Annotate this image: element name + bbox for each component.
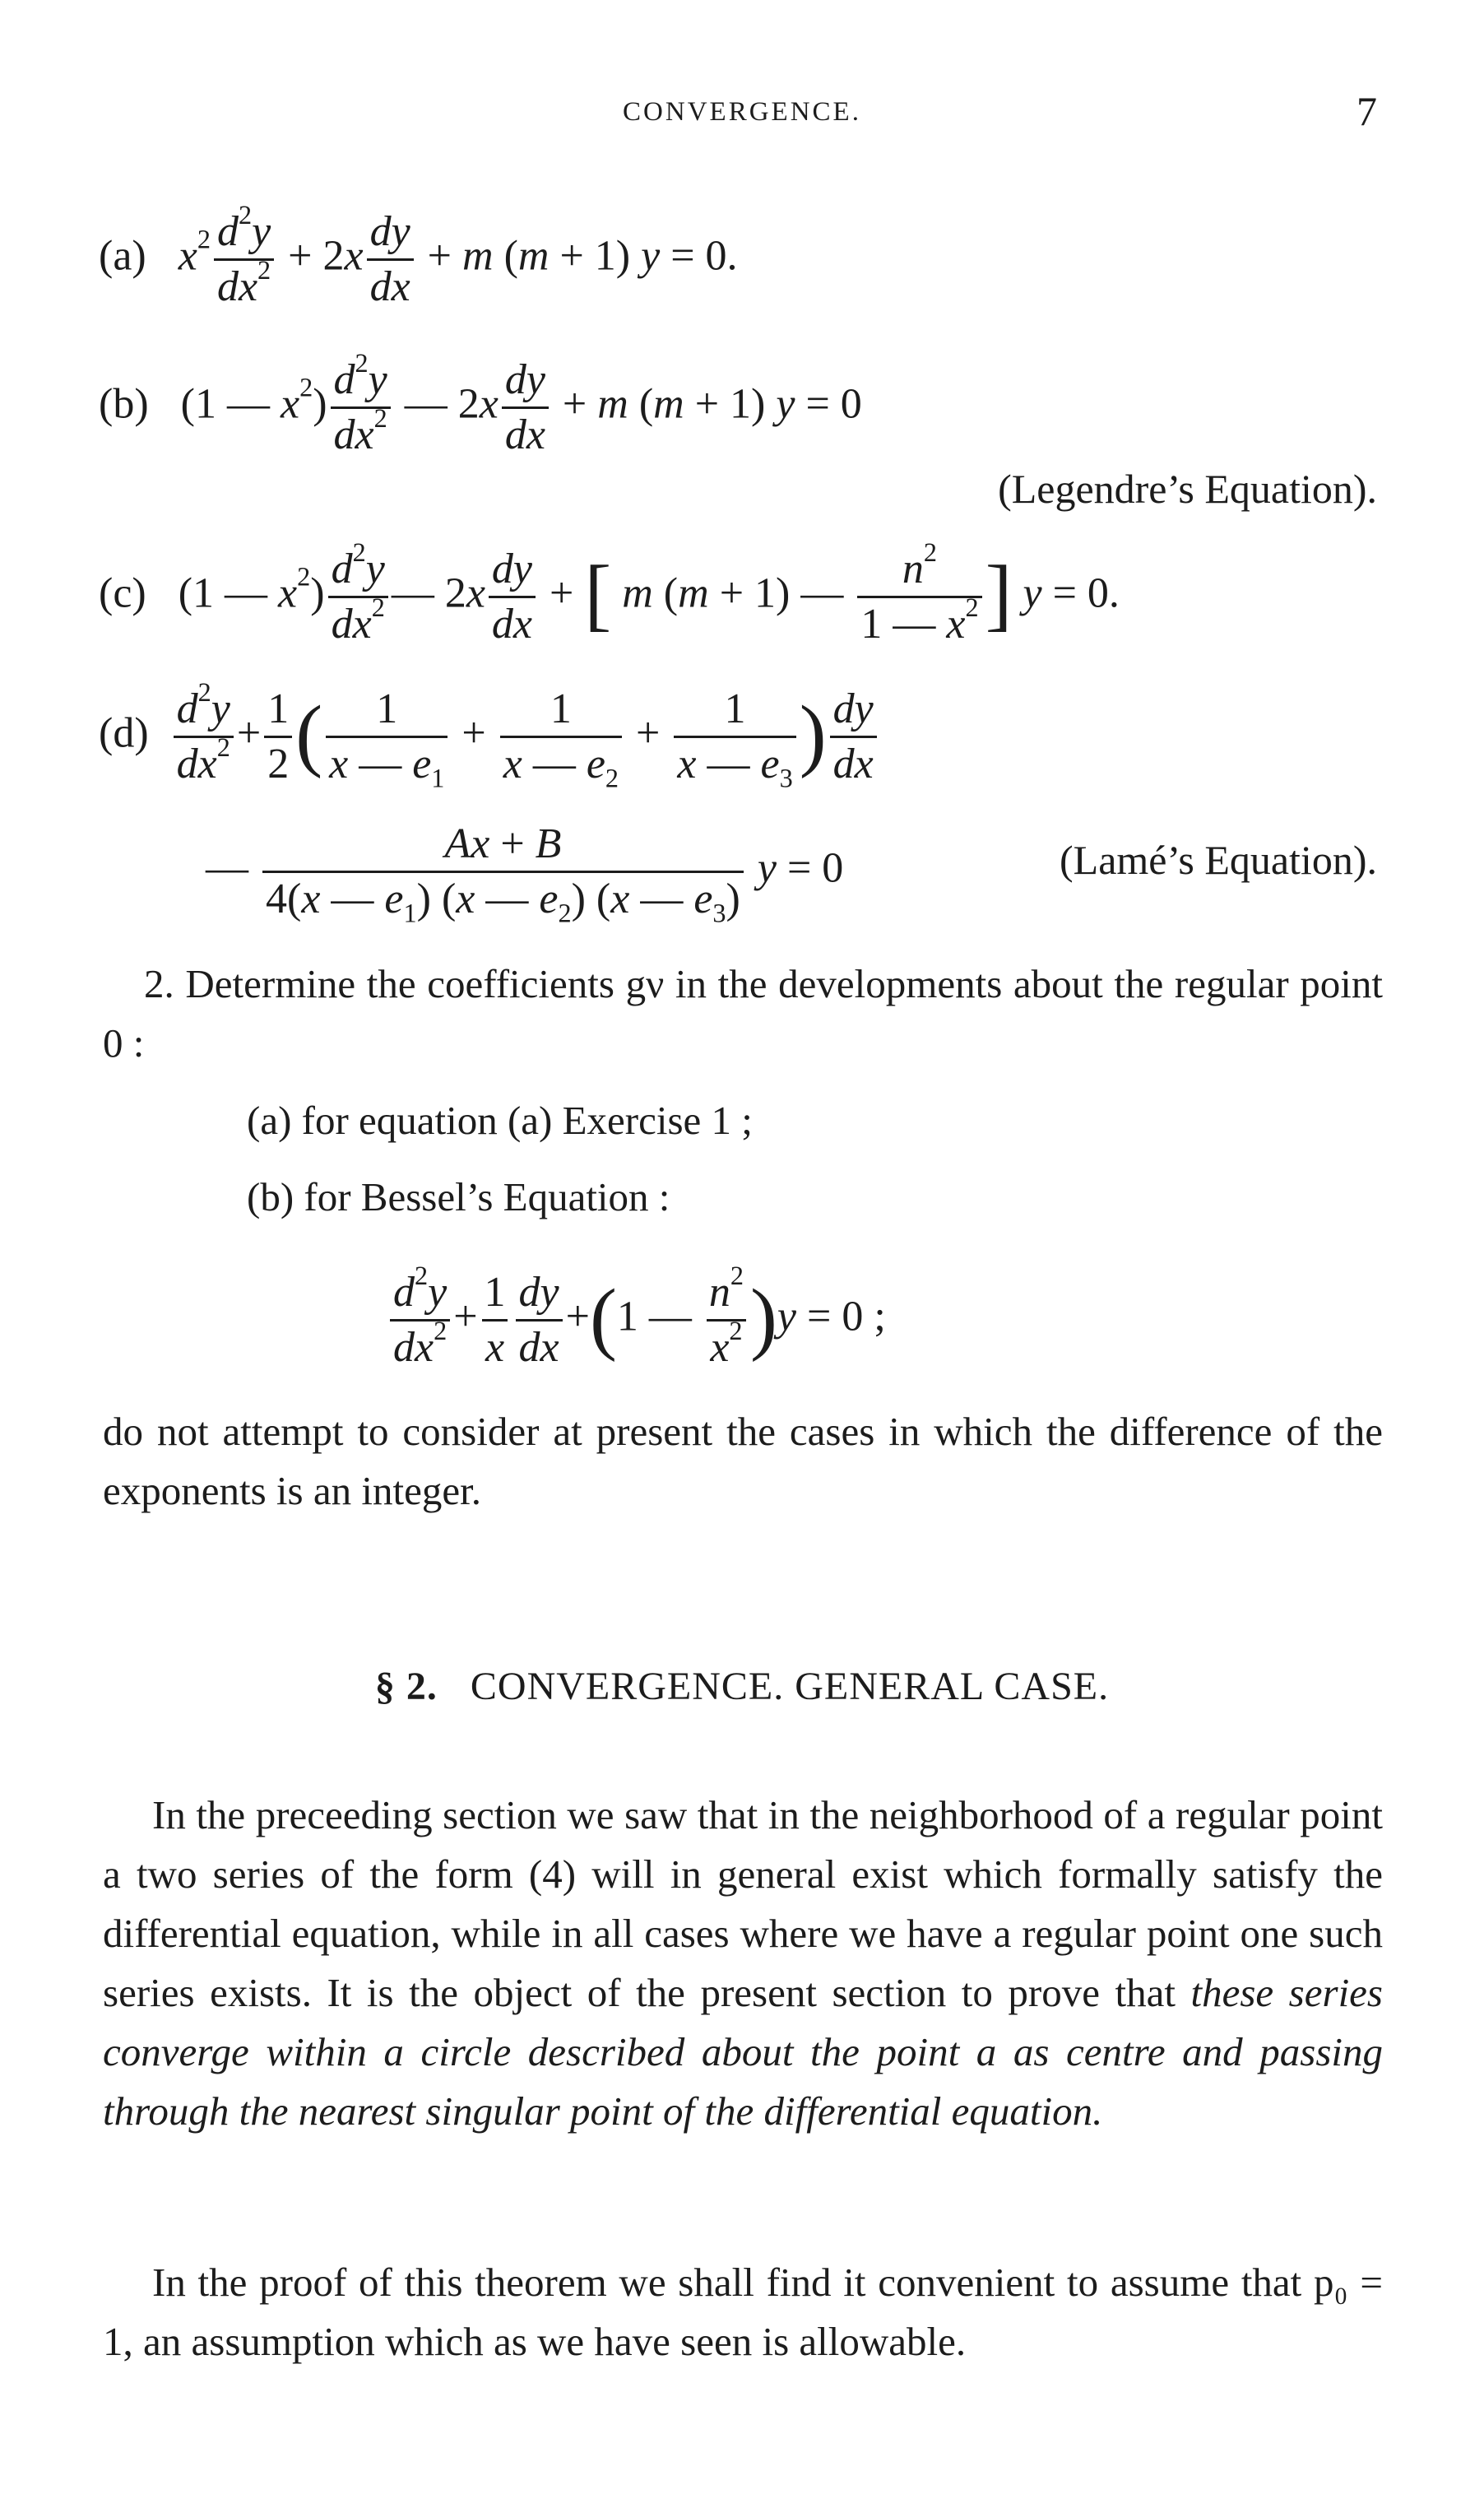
equation-c-label: (c) — [99, 569, 146, 617]
equation-a: (a) $x^2$ $\frac{d^2y}{dx^2}$ + 2x $\frac{dy}{dx}$ + m (m + 1) y = 0. — [99, 200, 738, 310]
body-paragraph-1 — [103, 1786, 1383, 2141]
body-paragraph-2: In the proof of this theorem we shall find it convenient to assume that p₀ = 1, an assumption which as we have seen is allowable. — [103, 2260, 1383, 2364]
exercise-2-note: do not attempt to consider at present the cases in which the difference of the exponents is an integer. — [103, 1409, 1383, 1513]
equation-d: (d) $\frac{d^2y}{dx^2}$ + $\frac{1}{2}$ ( $\frac{1}{x — e_1}$ + $\frac{1}{x — e_2}$ + $\frac{1}{x — e_3}$ ) $\frac{dy}{dx}$ — [99, 688, 880, 786]
bessel-equation: $\frac{d^2y}{dx^2}$ + $\frac{1}{x}$ $\frac{dy}{dx}$ +(1 — $\frac{n^2}{x^2}$ )y = 0 ; — [387, 1271, 886, 1369]
section-title: CONVERGENCE. GENERAL CASE. — [470, 1665, 1110, 1708]
page-number: 7 — [1356, 88, 1377, 134]
legendre-equation-label: (Legendre’s Equation). — [998, 466, 1377, 512]
body-paragraph-1-text: In the preceeding section we saw that in the neighborhood of a regular point a two series of the form (4) will in general exist which formally satisfy the differential equation, while in all cases where we have a regular point one such series exists. It is the object of the present section to prove that — [103, 1792, 1383, 2015]
equation-b-label: (b) — [99, 380, 149, 428]
equation-b: (b) (1 — $x^2$) $\frac{d^2y}{dx^2}$ — 2x $\frac{dy}{dx}$ + m (m + 1) y = 0 — [99, 348, 862, 458]
equation-d-label: (d) — [99, 709, 149, 757]
lame-equation-label: (Lamé’s Equation). — [1060, 837, 1377, 883]
body-paragraph-1-theorem: these series converge within a circle described about the point a as centre and passing through the nearest singular point of the differential equation. — [103, 1970, 1383, 2134]
equation-c: (c) (1 — $x^2$) $\frac{d^2y}{dx^2}$ — 2x $\frac{dy}{dx}$ + [ m (m + 1) — $\frac{n^2}{1 — x^2}$ ] y = 0. — [99, 537, 1120, 648]
exercise-2-item-a: (a) for equation (a) Exercise 1 ; — [247, 1098, 753, 1143]
section-heading — [0, 1664, 1484, 1709]
equation-a-label: (a) — [99, 232, 146, 280]
exercise-2-text: 2. Determine the coefficients gν in the developments about the regular point 0 : — [103, 961, 1383, 1066]
equation-d-continued: — $\frac{Ax + B}{4(x — e_1) (x — e_2) (x — e_3)}$ y = 0 — [206, 820, 844, 928]
section-number: § 2. — [374, 1665, 438, 1708]
running-header-title: CONVERGENCE. — [623, 97, 861, 127]
exercise-2-item-b: (b) for Bessel’s Equation : — [247, 1174, 670, 1219]
